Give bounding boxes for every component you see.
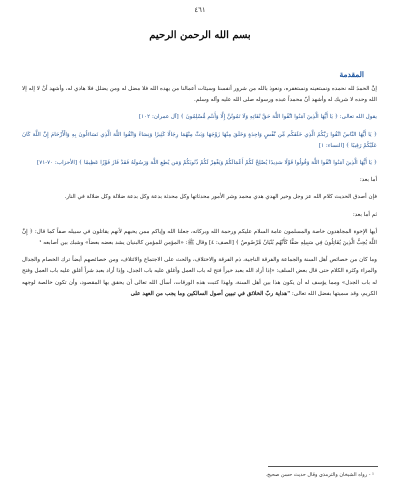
book-title-emphasis: "هداية ربّ الخلائق في تبيين أصول السالكين وما يجب من العهد على (130, 290, 291, 297)
footnote-divider (268, 466, 378, 467)
paragraph-verse-2: ﴿ يَا أَيُّهَا النَّاسُ اتَّقُوا رَبَّكُمُ الَّذِي خَلَقَكُم مِّن نَّفْسٍ وَاحِدَةٍ وَخَلَقَ مِنْهَا زَوْجَهَا وَبَثَّ مِنْهُمَا رِجَالًا كَثِيرًا وَنِسَاءً وَاتَّقُوا اللَّهَ الَّذِي تَسَاءَلُونَ بِهِ وَالْأَرْحَامَ إِنَّ اللَّهَ كَانَ عَلَيْكُمْ رَقِيبًا ﴾ [النساء: ١] (22, 131, 377, 149)
body-text (22, 84, 377, 306)
paragraph-greeting: أيها الإخوة المجاهدون خاصة والمسلمون عامة السلام عليكم ورحمة الله وبركاته، جعلنا الله وإياكم ممن يحبهم لأنهم يقاتلون في سبيله صفاً كما قال: ﴿ إِنَّ اللَّهَ يُحِبُّ الَّذِينَ يُقَاتِلُونَ فِي سَبِيلِهِ صَفًّا كَأَنَّهُم بُنْيَانٌ مَّرْصُوصٌ ﴾ [الصف: ٤] وقال ﷺ: «المؤمن للمؤمن كالبنيان يشد بعضه بعضاً» وشبك بين أصابعه ¹ (22, 228, 377, 247)
paragraph-verse-1: يقول الله تعالى: ﴿ يَا أَيُّهَا الَّذِينَ آمَنُوا اتَّقُوا اللَّهَ حَقَّ تُقَاتِهِ وَلَا تَمُوتُنَّ إِلَّا وَأَنتُم مُّسْلِمُونَ ﴾ [آل عمران: ١٠٢] (138, 114, 377, 121)
paragraph-closing (22, 255, 377, 300)
paragraph-closing-text: وما كان من خصائص أهل السنة والجماعة والفرقة الناجية، ذم الفرقة والاختلاف، والحث على الاجتماع والائتلاف، ومن خصائصهم أيضاً ترك الخصام والجدال والمراء وكثرة الكلام حتى قال بعض السلف: «إذا أراد الله بعبد خيراً فتح له باب العمل وأغلق عليه باب الجدل، وإذا أراد بعبد شراً أغلق عليه باب العمل وفتح له باب الجدل» ومما يؤسف له أن يكون هذا بين أهل السنة، ولهذا كتبت هذه الورقات، أسأل الله تعالى أن يحقق بها المقصود، وأن تكون خالصة لوجهه الكريم، وقد سميتها بفضل الله تعالى: (22, 257, 377, 297)
basmala-header: بسم الله الرحمن الرحيم (149, 30, 251, 41)
paragraph-verse-3: ﴿ يَا أَيُّهَا الَّذِينَ آمَنُوا اتَّقُوا اللَّهَ وَقُولُوا قَوْلًا سَدِيدًا يُصْلِحْ لَكُمْ أَعْمَالَكُمْ وَيَغْفِرْ لَكُمْ ذُنُوبَكُمْ وَمَن يُطِعِ اللَّهَ وَرَسُولَهُ فَقَدْ فَازَ فَوْزًا عَظِيمًا ﴾ [الأحزاب: ٧٠-٧١] (37, 160, 377, 167)
paragraph-hadith: فإن أصدق الحديث كلام الله عز وجل وخير الهدي هدي محمد وشر الأمور محدثاتها وكل محدثة بدعة وكل بدعة ضلالة وكل ضلالة في النار. (64, 194, 377, 201)
paragraph-amma-bad: أما بعد: (359, 177, 377, 184)
paragraph-thumma-amma-bad: ثم أما بعد: (352, 211, 377, 218)
footnote: ¹ - رواه الشيخان والترمذي وقال حديث حسن صحيح. (265, 472, 374, 478)
paragraph-intro: إنَّ الحمدَ لله نحمده ونستعينه ونستغفره، ونعوذ بالله من شرور أنفسنا وسيئات أعمالنا من يهده الله فلا مضل له ومن يضلل فلا هادي له، وأشهد أنْ لا إله إلا الله وحده لا شريك له وأشهد أنّ محمداً عبده ورسوله صلى الله عليه وآله وسلم. (22, 86, 377, 104)
section-heading: المقدمة (339, 70, 364, 79)
page-number: ٤٦١ (194, 6, 206, 14)
